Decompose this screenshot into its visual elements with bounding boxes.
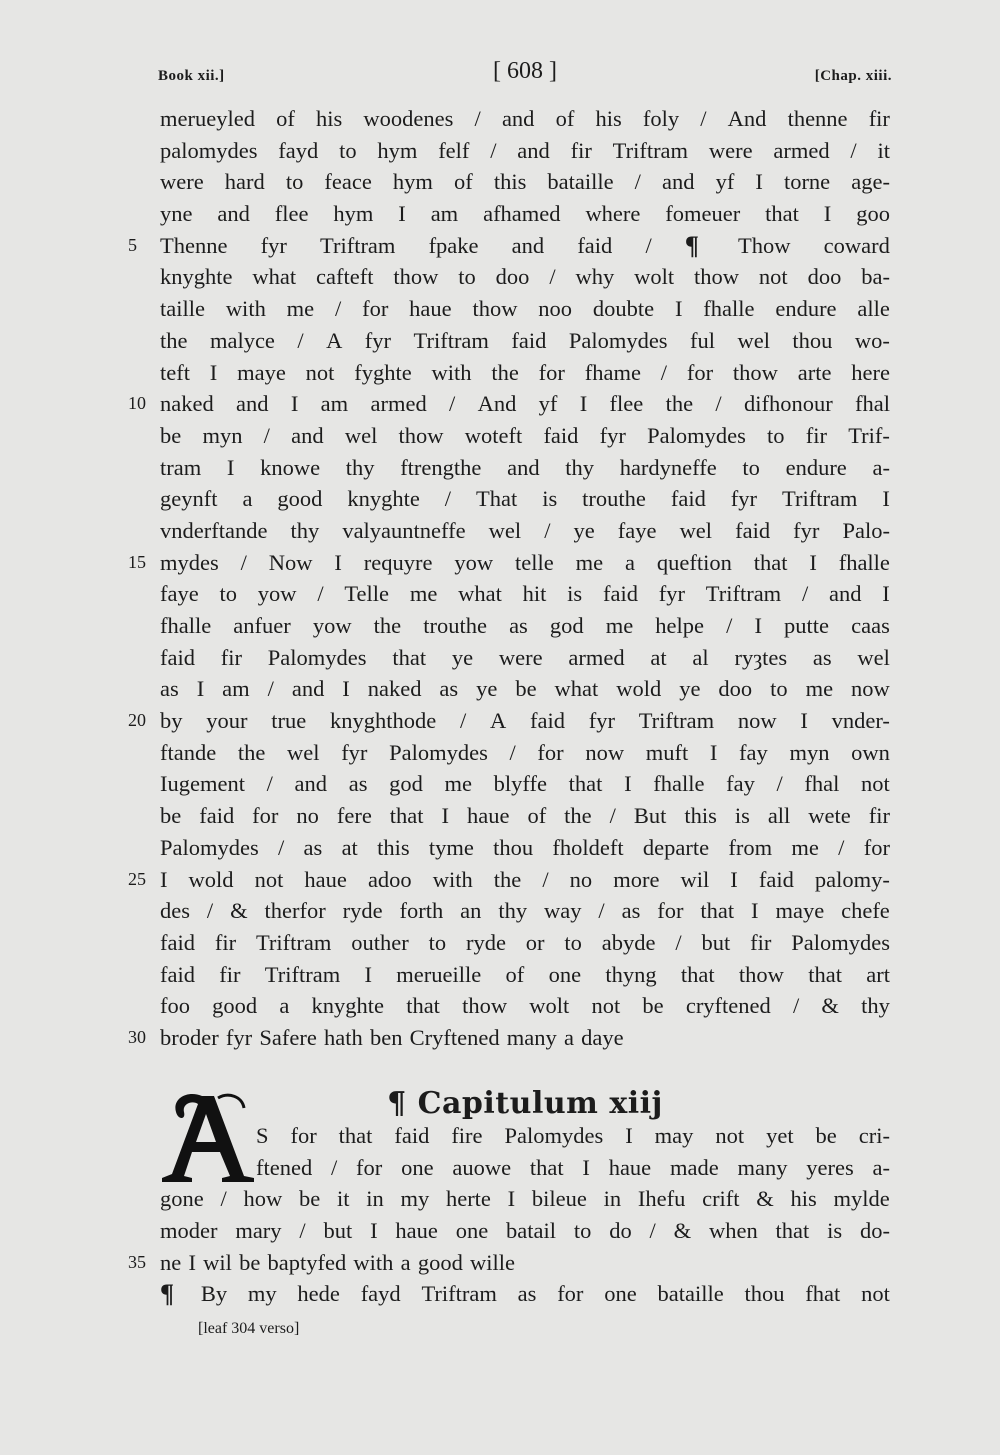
line-number: 5: [128, 234, 137, 255]
line-number: 20: [128, 710, 146, 731]
text-line: 15 mydes / Now I requyre yow telle me a queftion that I fhalle: [160, 547, 890, 579]
text-line: moder mary / but I haue one batail to do / & when that is do-: [160, 1218, 890, 1244]
text-line: the malyce / A fyr Triftram faid Palomydes ful wel thou wo-: [160, 327, 890, 353]
text-line: gone / how be it in my herte I bileue in Ihefu crift & his mylde: [160, 1186, 890, 1212]
text-line: 10 naked and I am armed / And yf I flee the / difhonour fhal: [160, 388, 890, 420]
text-line: merueyled of his woodenes / and of his foly / And thenne fir: [160, 106, 890, 131]
chapter-heading: ¶ Capitulum xiij: [387, 1086, 663, 1121]
text-line: 25 I wold not haue adoo with the / no more wil I faid palomy-: [160, 864, 890, 896]
header-chapter: [Chap. xiii.: [814, 68, 892, 84]
text-line: 5 Thenne fyr Triftram fpake and faid / ¶ Thow coward: [128, 230, 890, 260]
text-line: Iugement / and as god me blyffe that I fhalle fay / fhal not: [160, 771, 890, 797]
text-line: tram I knowe thy ftrengthe and thy hardyneffe to endure a-: [160, 454, 890, 480]
line-number: 10: [128, 393, 146, 414]
text-line: faid fir Triftram I merueille of one thyng that thow that art: [160, 961, 890, 987]
text-line: taille with me / for haue thow noo doubte I fhalle endure alle: [160, 296, 890, 322]
text-line: be myn / and wel thow woteft faid fyr Palomydes to fir Trif-: [160, 422, 890, 448]
text-line: were hard to feace hym of this bataille / and yf I torne age-: [160, 169, 890, 195]
text-line: faid fir Triftram outher to ryde or to abyde / but fir Palomydes: [160, 929, 890, 955]
text-line: yne and flee hym I am afhamed where fomeuer that I goo: [160, 201, 890, 227]
chapter-text-block: [128, 1120, 890, 1310]
text-line: S for that faid fire Palomydes I may not yet be cri-: [256, 1123, 890, 1148]
text-line: be faid for no fere that I haue of the / But this is all wete fir: [160, 803, 890, 829]
line-number: 35: [128, 1251, 146, 1272]
text-line: faye to yow / Telle me what hit is faid fyr Triftram / and I: [160, 581, 890, 607]
text-line: foo good a knyghte that thow wolt not be cryftened / & thy: [160, 993, 890, 1019]
text-line: ftened / for one auowe that I haue made many yeres a-: [256, 1154, 890, 1180]
leaf-footnote: [leaf 304 verso]: [198, 1320, 300, 1337]
header-book: Book xii.]: [158, 68, 225, 84]
text-line: 35 ne I wil be baptyfed with a good wille: [160, 1247, 890, 1279]
main-text-block: [128, 103, 890, 1054]
running-header: [158, 58, 892, 94]
text-line: knyghte what cafteft thow to doo / why wolt thow not doo ba-: [160, 264, 890, 290]
header-page-number: [ 608 ]: [493, 58, 557, 84]
text-line: vnderftande thy valyauntneffe wel / ye faye wel faid fyr Palo-: [160, 517, 890, 543]
text-line: ¶ By my hede fayd Triftram as for one bataille thou fhat not: [160, 1279, 890, 1309]
text-line: 30 broder fyr Safere hath ben Cryftened many a daye: [160, 1022, 890, 1054]
text-line: geynft a good knyghte / That is trouthe faid fyr Triftram I: [160, 486, 890, 512]
text-line: teft I maye not fyghte with the for fhame / for thow arte here: [160, 359, 890, 385]
text-line: des / & therfor ryde forth an thy way / as for that I maye chefe: [160, 898, 890, 924]
text-line: fhalle anfuer yow the trouthe as god me helpe / I putte caas: [160, 613, 890, 638]
text-line: as I am / and I naked as ye be what wold ye doo to me now: [160, 676, 890, 702]
text-line: Palomydes / as at this tyme thou fholdeft departe from me / for: [160, 834, 890, 860]
text-line: 20 by your true knyghthode / A faid fyr Triftram now I vnder-: [160, 705, 890, 737]
text-line: palomydes fayd to hym felf / and fir Triftram were armed / it: [160, 137, 890, 163]
line-number: 15: [128, 551, 146, 572]
text-line: ftande the wel fyr Palomydes / for now muft I fay myn own: [160, 739, 890, 765]
line-number: 25: [128, 868, 146, 889]
line-number: 30: [128, 1026, 146, 1047]
text-line: faid fir Palomydes that ye were armed at al ryȝtes as wel: [160, 644, 890, 670]
